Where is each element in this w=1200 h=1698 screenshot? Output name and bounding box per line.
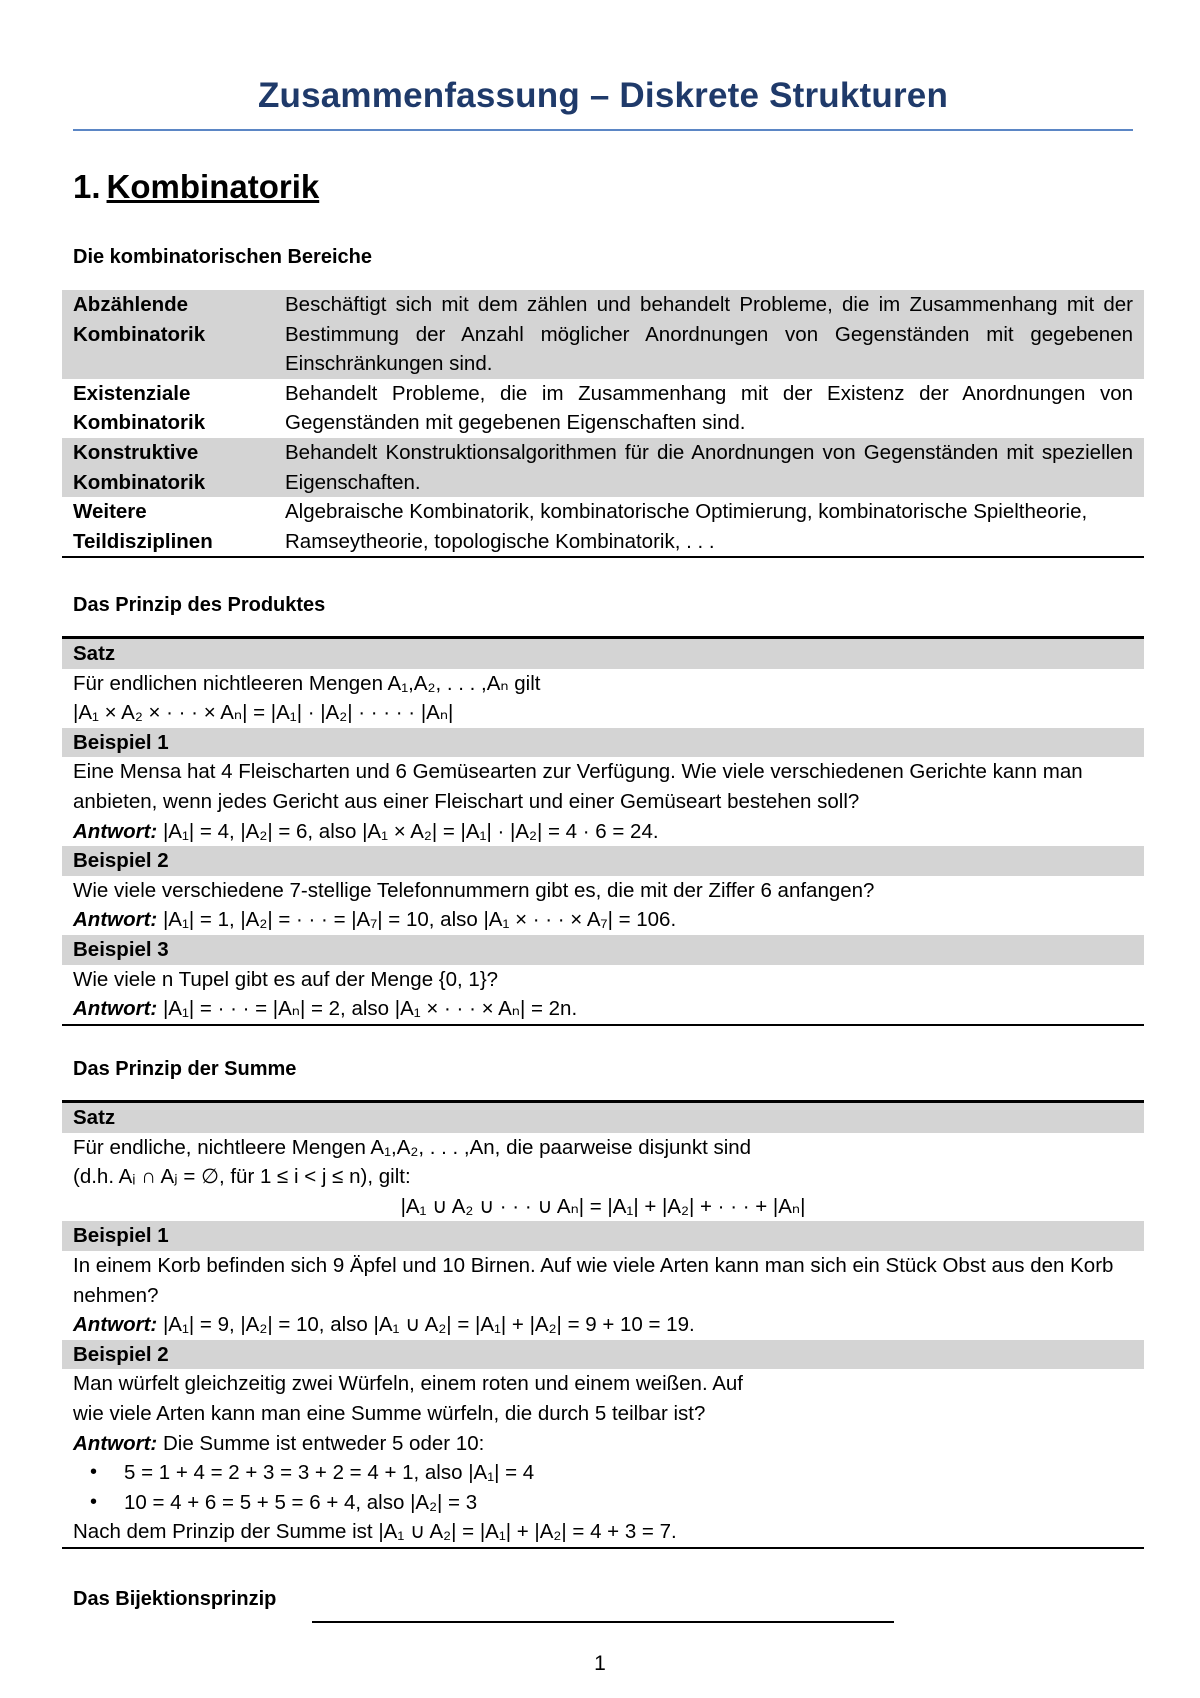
beispiel-label: Beispiel 1	[62, 1221, 1144, 1251]
bereich-key: Existenziale	[73, 381, 191, 405]
bereich-row	[62, 290, 1144, 379]
beispiel-question: Wie viele n Tupel gibt es auf der Menge {0, 1}?	[73, 967, 499, 991]
summe-heading: Das Prinzip der Summe	[73, 1058, 297, 1080]
section-heading	[73, 168, 319, 206]
beispiel-question: Man würfelt gleichzeitig zwei Würfeln, einem roten und einem weißen. Auf	[73, 1372, 743, 1396]
bereich-row	[62, 379, 1144, 438]
page-number: 1	[594, 1652, 606, 1675]
bereich-key: Konstruktive	[73, 440, 199, 464]
list-item: • 10 = 4 + 6 = 5 + 5 = 6 + 4, also |A₂| = 3	[124, 1488, 1144, 1518]
beispiel-answer	[62, 994, 1144, 1024]
bijektion-heading: Das Bijektionsprinzip	[73, 1588, 277, 1610]
answer-label: Antwort:	[73, 908, 158, 932]
bereich-key: Kombinatorik	[73, 411, 206, 435]
satz-formula: |A₁ × A₂ × · · · × Aₙ| = |A₁| · |A₂| · · · · · |Aₙ|	[73, 701, 454, 725]
section-number: 1.	[73, 168, 101, 205]
bereich-key: Kombinatorik	[73, 322, 206, 346]
section-title: Kombinatorik	[106, 168, 320, 205]
satz-label: Satz	[62, 639, 1144, 669]
answer-label: Antwort:	[73, 1313, 158, 1337]
bereich-key: Abzählende	[73, 293, 189, 316]
bereiche-table	[62, 290, 1144, 558]
beispiel-label: Beispiel 2	[62, 1340, 1144, 1370]
bereich-description: Behandelt Konstruktionsalgorithmen für die Anordnungen von Gegenständen mit speziellen Eigenschaften.	[285, 440, 1133, 494]
bereich-description: Behandelt Probleme, die im Zusammenhang mit der Existenz der Anordnungen von Gegenständen mit gegebenen Eigenschaften sind.	[285, 381, 1133, 435]
bereich-key: Teildisziplinen	[73, 529, 213, 553]
beispiel-answer	[62, 905, 1144, 935]
bereiche-heading: Die kombinatorischen Bereiche	[73, 246, 372, 268]
bereich-row	[62, 438, 1144, 497]
answer-text: Die Summe ist entweder 5 oder 10:	[157, 1431, 485, 1455]
satz-text: Für endlichen nichtleeren Mengen A₁,A₂, . . . ,Aₙ gilt	[73, 671, 541, 695]
beispiel-answer	[62, 1310, 1144, 1340]
beispiel-question: wie viele Arten kann man eine Summe würfeln, die durch 5 teilbar ist?	[73, 1401, 706, 1425]
heading-rule	[312, 1621, 894, 1623]
title-underline	[73, 129, 1133, 131]
bereich-key: Kombinatorik	[73, 470, 206, 494]
produkt-box	[62, 636, 1144, 1026]
bereich-key: Weitere	[73, 500, 147, 524]
beispiel-label: Beispiel 2	[62, 846, 1144, 876]
bereich-description: Beschäftigt sich mit dem zählen und behandelt Probleme, die im Zusammenhang mit der Bestimmung der Anzahl möglicher Anordnungen von Gegenständen mit gegebenen Einschränkungen sind.	[285, 293, 1133, 376]
answer-text: |A₁| = · · · = |Aₙ| = 2, also |A₁ × · · · × Aₙ| = 2n.	[157, 997, 578, 1021]
answer-text: |A₁| = 1, |A₂| = · · · = |A₇| = 10, also |A₁ × · · · × A₇| = 106.	[157, 908, 677, 932]
satz-text: (d.h. Aᵢ ∩ Aⱼ = ∅, für 1 ≤ i < j ≤ n), gilt:	[73, 1165, 411, 1189]
beispiel-question: In einem Korb befinden sich 9 Äpfel und 10 Birnen. Auf wie viele Arten kann man sich ein Stück Obst aus den Korb nehmen?	[73, 1253, 1114, 1307]
bereich-row	[62, 497, 1144, 556]
satz-formula: |A₁ ∪ A₂ ∪ · · · ∪ Aₙ| = |A₁| + |A₂| + · · · + |Aₙ|	[400, 1194, 806, 1218]
satz-label: Satz	[62, 1103, 1144, 1133]
beispiel-answer	[62, 1429, 1144, 1459]
satz-text: Für endliche, nichtleere Mengen A₁,A₂, . . . ,An, die paarweise disjunkt sind	[73, 1135, 752, 1159]
beispiel-question: Eine Mensa hat 4 Fleischarten und 6 Gemüsearten zur Verfügung. Wie viele verschiedenen Gerichte kann man anbieten, wenn jedes Gericht aus einer Fleischart und einer Gemüseart bestehen soll?	[73, 760, 1083, 813]
summe-box	[62, 1100, 1144, 1549]
bullet-list	[62, 1458, 1144, 1517]
answer-label: Antwort:	[73, 1431, 158, 1455]
answer-text: |A₁| = 4, |A₂| = 6, also |A₁ × A₂| = |A₁| · |A₂| = 4 · 6 = 24.	[157, 819, 659, 843]
answer-label: Antwort:	[73, 819, 158, 843]
beispiel-question: Wie viele verschiedene 7-stellige Telefonnummern gibt es, die mit der Ziffer 6 anfangen?	[73, 878, 875, 902]
beispiel-answer	[62, 817, 1144, 847]
list-item: • 5 = 1 + 4 = 2 + 3 = 3 + 2 = 4 + 1, also |A₁| = 4	[124, 1458, 1144, 1488]
produkt-heading: Das Prinzip des Produktes	[73, 594, 326, 616]
bereich-description: Algebraische Kombinatorik, kombinatorische Optimierung, kombinatorische Spieltheorie, Ramseytheorie, topologische Kombinatorik, . . .	[285, 500, 1088, 553]
beispiel-label: Beispiel 1	[62, 728, 1144, 758]
answer-text: |A₁| = 9, |A₂| = 10, also |A₁ ∪ A₂| = |A₁| + |A₂| = 9 + 10 = 19.	[157, 1313, 695, 1337]
beispiel-label: Beispiel 3	[62, 935, 1144, 965]
answer-label: Antwort:	[73, 997, 158, 1021]
document-title: Zusammenfassung – Diskrete Strukturen	[257, 76, 949, 115]
beispiel-conclusion: Nach dem Prinzip der Summe ist |A₁ ∪ A₂| = |A₁| + |A₂| = 4 + 3 = 7.	[73, 1520, 677, 1544]
